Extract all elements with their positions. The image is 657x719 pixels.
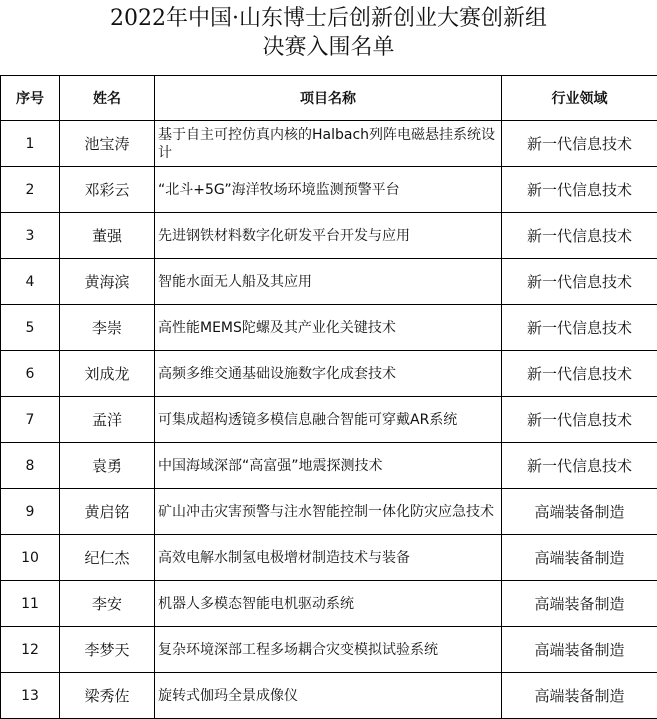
table-row [1,167,657,213]
cell-project: 可集成超构透镜多模信息融合智能可穿戴AR系统 [155,397,502,443]
page-title [0,4,657,62]
cell-project: 中国海域深部“高富强”地震探测技术 [155,443,502,489]
cell-field: 新一代信息技术 [502,121,657,167]
table-row [1,673,657,719]
cell-name: 董强 [60,213,155,259]
cell-field: 新一代信息技术 [502,443,657,489]
cell-name: 黄海滨 [60,259,155,305]
cell-name: 孟洋 [60,397,155,443]
finalist-table [0,75,657,719]
cell-field: 高端装备制造 [502,489,657,535]
cell-name: 梁秀佐 [60,673,155,719]
cell-project: 复杂环境深部工程多场耦合灾变模拟试验系统 [155,627,502,673]
table-row [1,535,657,581]
cell-project: 高性能MEMS陀螺及其产业化关键技术 [155,305,502,351]
cell-name: 李崇 [60,305,155,351]
title-line-1: 2022年中国·山东博士后创新创业大赛创新组 [0,4,657,33]
cell-no: 8 [1,443,60,489]
header-field: 行业领域 [502,76,657,121]
cell-project: 先进钢铁材料数字化研发平台开发与应用 [155,213,502,259]
cell-name: 李梦天 [60,627,155,673]
header-no: 序号 [1,76,60,121]
cell-no: 7 [1,397,60,443]
table-header-row [1,76,657,121]
cell-name: 李安 [60,581,155,627]
cell-no: 4 [1,259,60,305]
cell-project: 智能水面无人船及其应用 [155,259,502,305]
cell-project: 矿山冲击灾害预警与注水智能控制一体化防灾应急技术 [155,489,502,535]
cell-no: 10 [1,535,60,581]
table-row [1,259,657,305]
cell-name: 刘成龙 [60,351,155,397]
cell-name: 黄启铭 [60,489,155,535]
header-project: 项目名称 [155,76,502,121]
cell-name: 纪仁杰 [60,535,155,581]
cell-no: 2 [1,167,60,213]
cell-name: 池宝涛 [60,121,155,167]
cell-project: 旋转式伽玛全景成像仪 [155,673,502,719]
cell-no: 12 [1,627,60,673]
table-row [1,213,657,259]
table-row [1,305,657,351]
table-row [1,443,657,489]
table-row [1,351,657,397]
cell-project: 机器人多模态智能电机驱动系统 [155,581,502,627]
cell-field: 新一代信息技术 [502,259,657,305]
cell-no: 11 [1,581,60,627]
cell-field: 高端装备制造 [502,581,657,627]
title-line-2: 决赛入围名单 [0,33,657,62]
table-row [1,489,657,535]
cell-field: 新一代信息技术 [502,397,657,443]
table-row [1,581,657,627]
cell-field: 新一代信息技术 [502,305,657,351]
cell-project: “北斗+5G”海洋牧场环境监测预警平台 [155,167,502,213]
cell-field: 高端装备制造 [502,627,657,673]
cell-project: 高频多维交通基础设施数字化成套技术 [155,351,502,397]
cell-no: 5 [1,305,60,351]
cell-no: 6 [1,351,60,397]
cell-no: 3 [1,213,60,259]
cell-no: 1 [1,121,60,167]
cell-field: 高端装备制造 [502,673,657,719]
header-name: 姓名 [60,76,155,121]
table-row [1,121,657,167]
table-row [1,627,657,673]
cell-field: 高端装备制造 [502,535,657,581]
cell-field: 新一代信息技术 [502,167,657,213]
cell-no: 13 [1,673,60,719]
cell-field: 新一代信息技术 [502,351,657,397]
cell-name: 邓彩云 [60,167,155,213]
cell-project: 基于自主可控仿真内核的Halbach列阵电磁悬挂系统设计 [155,121,502,167]
cell-field: 新一代信息技术 [502,213,657,259]
cell-no: 9 [1,489,60,535]
table-row [1,397,657,443]
cell-project: 高效电解水制氢电极增材制造技术与装备 [155,535,502,581]
cell-name: 袁勇 [60,443,155,489]
